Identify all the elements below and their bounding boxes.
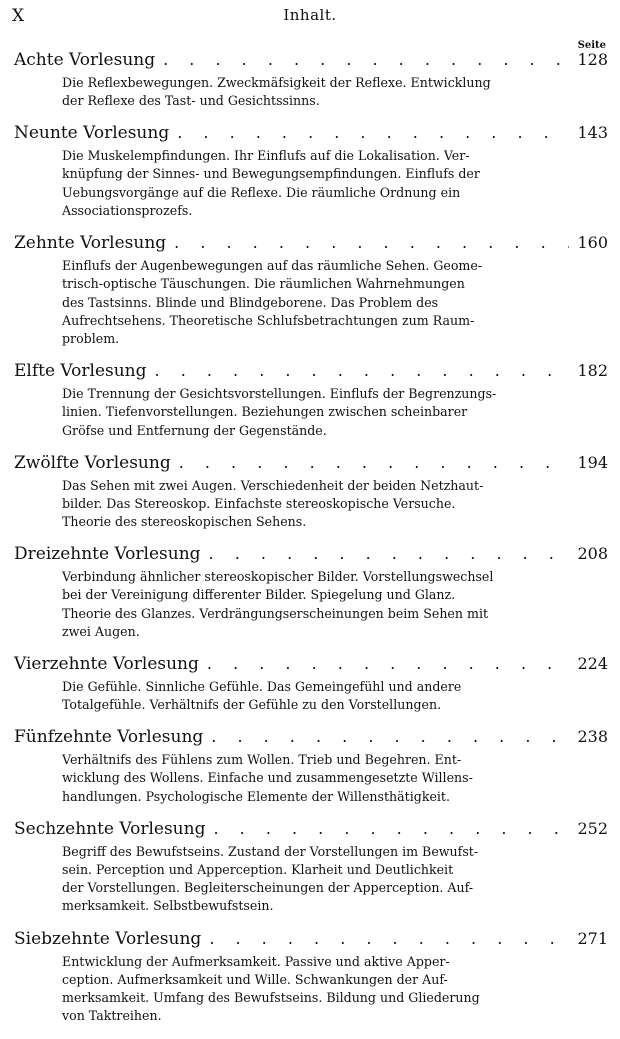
summary-line: Begriff des Bewufstseins. Zustand der Vorstellungen im Bewufst- [62, 843, 479, 859]
summary-line: wicklung des Wollens. Einfache und zusammengesetzte Willens- [62, 770, 473, 786]
summary-line: der Reflexe des Tast- und Gesichtssinns. [62, 93, 320, 109]
summary-line: zwei Augen. [62, 623, 140, 639]
summary-line: Verhältnifs des Fühlens zum Wollen. Trieb und Begehren. Ent- [62, 752, 462, 767]
summary-line: der Vorstellungen. Begleiterscheinungen der Apperception. Auf- [62, 880, 474, 896]
toc-entry [14, 123, 608, 233]
summary-line: Einflufs der Augenbewegungen auf das räumliche Sehen. Geome- [62, 258, 483, 273]
lecture-title: Siebzehnte Vorlesung [14, 928, 202, 949]
summary-line: knüpfung der Sinnes- und Bewegungsempfindungen. Einflufs der [62, 166, 480, 182]
summary-line: Entwicklung der Aufmerksamkeit. Passive und aktive Apper- [62, 953, 450, 969]
toc-entry [14, 819, 608, 929]
summary-line: Die Trennung der Gesichtsvorstellungen. Einflufs der Begrenzungs- [62, 386, 497, 401]
lecture-summary [62, 568, 608, 641]
summary-line: Die Gefühle. Sinnliche Gefühle. Das Gemeingefühl und andere [62, 679, 462, 694]
lecture-summary [62, 257, 608, 348]
dot-leader [163, 50, 569, 69]
page-reference: 143 [577, 123, 608, 142]
lecture-title: Vierzehnte Vorlesung [14, 654, 199, 674]
page-reference: 238 [577, 727, 608, 746]
summary-line: Theorie des Glanzes. Verdrängungserscheinungen beim Sehen mit [62, 605, 489, 621]
summary-line: ception. Aufmerksamkeit und Wille. Schwankungen der Auf- [62, 971, 448, 987]
dot-leader [211, 727, 569, 746]
page-number: X [12, 6, 25, 26]
summary-line: Verbindung ähnlicher stereoskopischer Bilder. Vorstellungswechsel [62, 569, 494, 584]
toc-entry [14, 654, 608, 727]
summary-line: von Taktreihen. [62, 1008, 162, 1024]
summary-line: Theorie des stereoskopischen Sehens. [62, 514, 307, 530]
lecture-summary [62, 477, 608, 532]
page-reference: 252 [577, 818, 608, 838]
lecture-summary [62, 74, 608, 111]
page-reference: 160 [577, 233, 608, 252]
summary-line: Associationsprozefs. [62, 202, 193, 218]
summary-line: Die Reflexbewegungen. Zweckmäfsigkeit der Reflexe. Entwicklung [62, 75, 491, 90]
summary-line: des Tastsinns. Blinde und Blindgeborene. Das Problem des [62, 294, 439, 310]
toc-entry [14, 453, 608, 545]
summary-line: Die Muskelempfindungen. Ihr Einflufs auf die Lokalisation. Ver- [62, 148, 470, 163]
lecture-summary [62, 385, 608, 440]
summary-line: sein. Perception und Apperception. Klarheit und Deutlichkeit [62, 861, 454, 877]
summary-line: bei der Vereinigung differenter Bilder. Spiegelung und Glanz. [62, 587, 456, 603]
lecture-title: Achte Vorlesung [14, 50, 156, 70]
lecture-summary [62, 751, 608, 806]
dot-leader [207, 654, 570, 673]
lecture-title: Zwölfte Vorlesung [14, 452, 171, 473]
toc-entry [14, 233, 608, 361]
page-reference: 271 [577, 928, 608, 948]
seite-column-label: Seite [577, 40, 606, 51]
lecture-title: Fünfzehnte Vorlesung [14, 727, 204, 747]
lecture-summary [62, 678, 608, 715]
page-title: Inhalt. [283, 6, 337, 24]
page-reference: 224 [577, 654, 608, 673]
summary-line: linien. Tiefenvorstellungen. Beziehungen zwischen scheinbarer [62, 404, 468, 420]
lecture-title: Elfte Vorlesung [14, 361, 147, 381]
dot-leader [177, 123, 569, 142]
summary-line: merksamkeit. Selbstbewufstsein. [62, 898, 274, 914]
summary-line: Gröfse und Entfernung der Gegenstände. [62, 422, 327, 438]
toc-entry [14, 50, 608, 123]
summary-line: trisch-optische Täuschungen. Die räumlichen Wahrnehmungen [62, 276, 465, 292]
page-reference: 194 [577, 452, 608, 472]
lecture-title: Dreizehnte Vorlesung [14, 544, 201, 564]
summary-line: Aufrechtsehens. Theoretische Schlufsbetrachtungen zum Raum- [62, 312, 475, 328]
toc-entry [14, 727, 608, 819]
dot-leader [209, 544, 570, 563]
summary-line: problem. [62, 331, 120, 347]
lecture-title: Neunte Vorlesung [14, 123, 170, 143]
dot-leader [213, 819, 569, 838]
summary-line: Totalgefühle. Verhältnifs der Gefühle zu den Vorstellungen. [62, 697, 442, 713]
toc-entry [14, 361, 608, 453]
summary-line: merksamkeit. Umfang des Bewufstseins. Bildung und Gliederung [62, 990, 480, 1006]
toc-entry [14, 544, 608, 654]
page-reference: 182 [577, 361, 608, 380]
dot-leader [209, 929, 569, 948]
lecture-title: Sechzehnte Vorlesung [14, 818, 206, 839]
lecture-summary [62, 843, 608, 916]
page-header [12, 6, 608, 30]
dot-leader [155, 361, 570, 380]
lecture-title: Zehnte Vorlesung [14, 233, 167, 253]
summary-line: handlungen. Psychologische Elemente der Willensthätigkeit. [62, 788, 450, 804]
summary-line: Uebungsvorgänge auf die Reflexe. Die räumliche Ordnung ein [62, 184, 461, 200]
summary-line: Das Sehen mit zwei Augen. Verschiedenheit der beiden Netzhaut- [62, 477, 484, 493]
lecture-summary [62, 147, 608, 220]
lecture-summary [62, 953, 608, 1026]
summary-line: bilder. Das Stereoskop. Einfachste stereoskopische Versuche. [62, 495, 456, 511]
toc-entry [14, 929, 608, 1039]
toc-list [14, 50, 608, 1039]
page-reference: 208 [577, 544, 608, 563]
page-reference: 128 [577, 50, 608, 69]
dot-leader [174, 233, 569, 252]
dot-leader [179, 453, 570, 472]
